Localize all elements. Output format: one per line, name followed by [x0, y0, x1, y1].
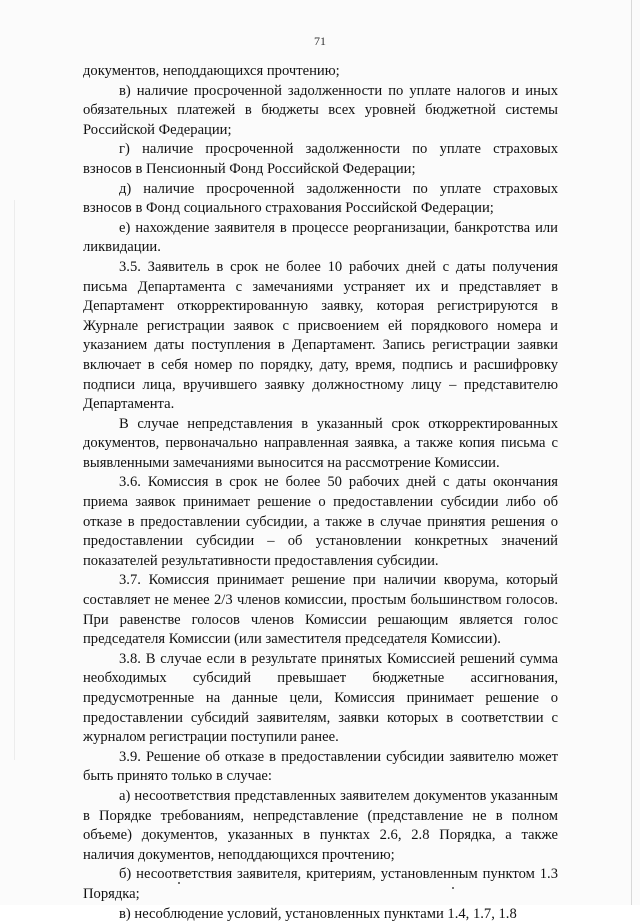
- paragraph-continuation: документов, неподдающихся прочтению;: [83, 63, 340, 79]
- paragraph-3-9-v: в) несоблюдение условий, установленных пунктами 1.4, 1.7, 1.8: [119, 905, 517, 922]
- paragraph-3-9-b: б) несоответствия заявителя, критериям, установленным пунктом 1.3 Порядка;: [83, 866, 558, 902]
- scan-edge-right: [631, 0, 632, 905]
- paragraph-item-e: е) нахождение заявителя в процессе реорганизации, банкротства или ликвидации.: [83, 219, 558, 256]
- paragraph-item-d: д) наличие просроченной задолженности по уплате страховых взносов в Фонд социального страхования Российской Федерации;: [83, 180, 558, 217]
- paragraph-3-6: 3.6. Комиссия в срок не более 50 рабочих дней с даты окончания приема заявок принимает решение о предоставлении субсидии либо об отказе в предоставлении субсидии, а также в случае принятия решения о предоставлении субсидии – об установлении конкретных значений показателей результативности предоставления субсидии.: [83, 474, 558, 569]
- paragraph-3-5-continued: В случае непредставления в указанный срок откорректированных документов, первоначально направленная заявка, а также копия письма с выявленными замечаниями выносится на рассмотрение Комиссии.: [83, 415, 558, 471]
- scan-speck: [178, 882, 180, 884]
- paragraph-3-9: 3.9. Решение об отказе в предоставлении субсидии заявителю может быть принято только в случае:: [83, 748, 558, 785]
- scan-speck: [452, 887, 454, 889]
- paragraph-3-7: 3.7. Комиссия принимает решение при наличии кворума, который составляет не менее 2/3 членов комиссии, простым большинством голосов. При равенстве голосов членов Комиссии решающим является голос председателя Комиссии (или заместителя председателя Комиссии).: [83, 572, 558, 648]
- scan-edge-left: [14, 200, 15, 760]
- document-body: [83, 62, 558, 924]
- paragraph-item-g: г) наличие просроченной задолженности по уплате страховых взносов в Пенсионный Фонд Российской Федерации;: [83, 141, 558, 177]
- paragraph-3-5: 3.5. Заявитель в срок не более 10 рабочих дней с даты получения письма Департамента с замечаниями устраняет их и представляет в Департамент откорректированную заявку, которая регистрируются в Журнале регистрации заявок с присвоением ей порядкового номера и указанием даты поступления в Департамент. Запись регистрации заявки включает в себя номер по порядку, дату, время, подпись и расшифровку подписи лица, вручившего заявку должностному лицу – представителю Департамента.: [83, 258, 558, 413]
- paragraph-3-8: 3.8. В случае если в результате принятых Комиссией решений сумма необходимых субсидий превышает бюджетные ассигнования, предусмотренные на данные цели, Комиссия принимает решение о предоставлении субсидий заявителям, заявки которых в соответствии с журналом регистрации поступили ранее.: [83, 650, 558, 746]
- paragraph-item-v: в) наличие просроченной задолженности по уплате налогов и иных обязательных платежей в бюджеты всех уровней бюджетной системы Российской Федерации;: [83, 82, 558, 138]
- paragraph-3-9-a: а) несоответствия представленных заявителем документов указанным в Порядке требованиям, непредставление (представление не в полном объеме) документов, указанных в пунктах 2.6, 2.8 Порядка, а также наличия документов, неподдающихся прочтению;: [83, 787, 558, 863]
- page-number: 71: [314, 34, 326, 48]
